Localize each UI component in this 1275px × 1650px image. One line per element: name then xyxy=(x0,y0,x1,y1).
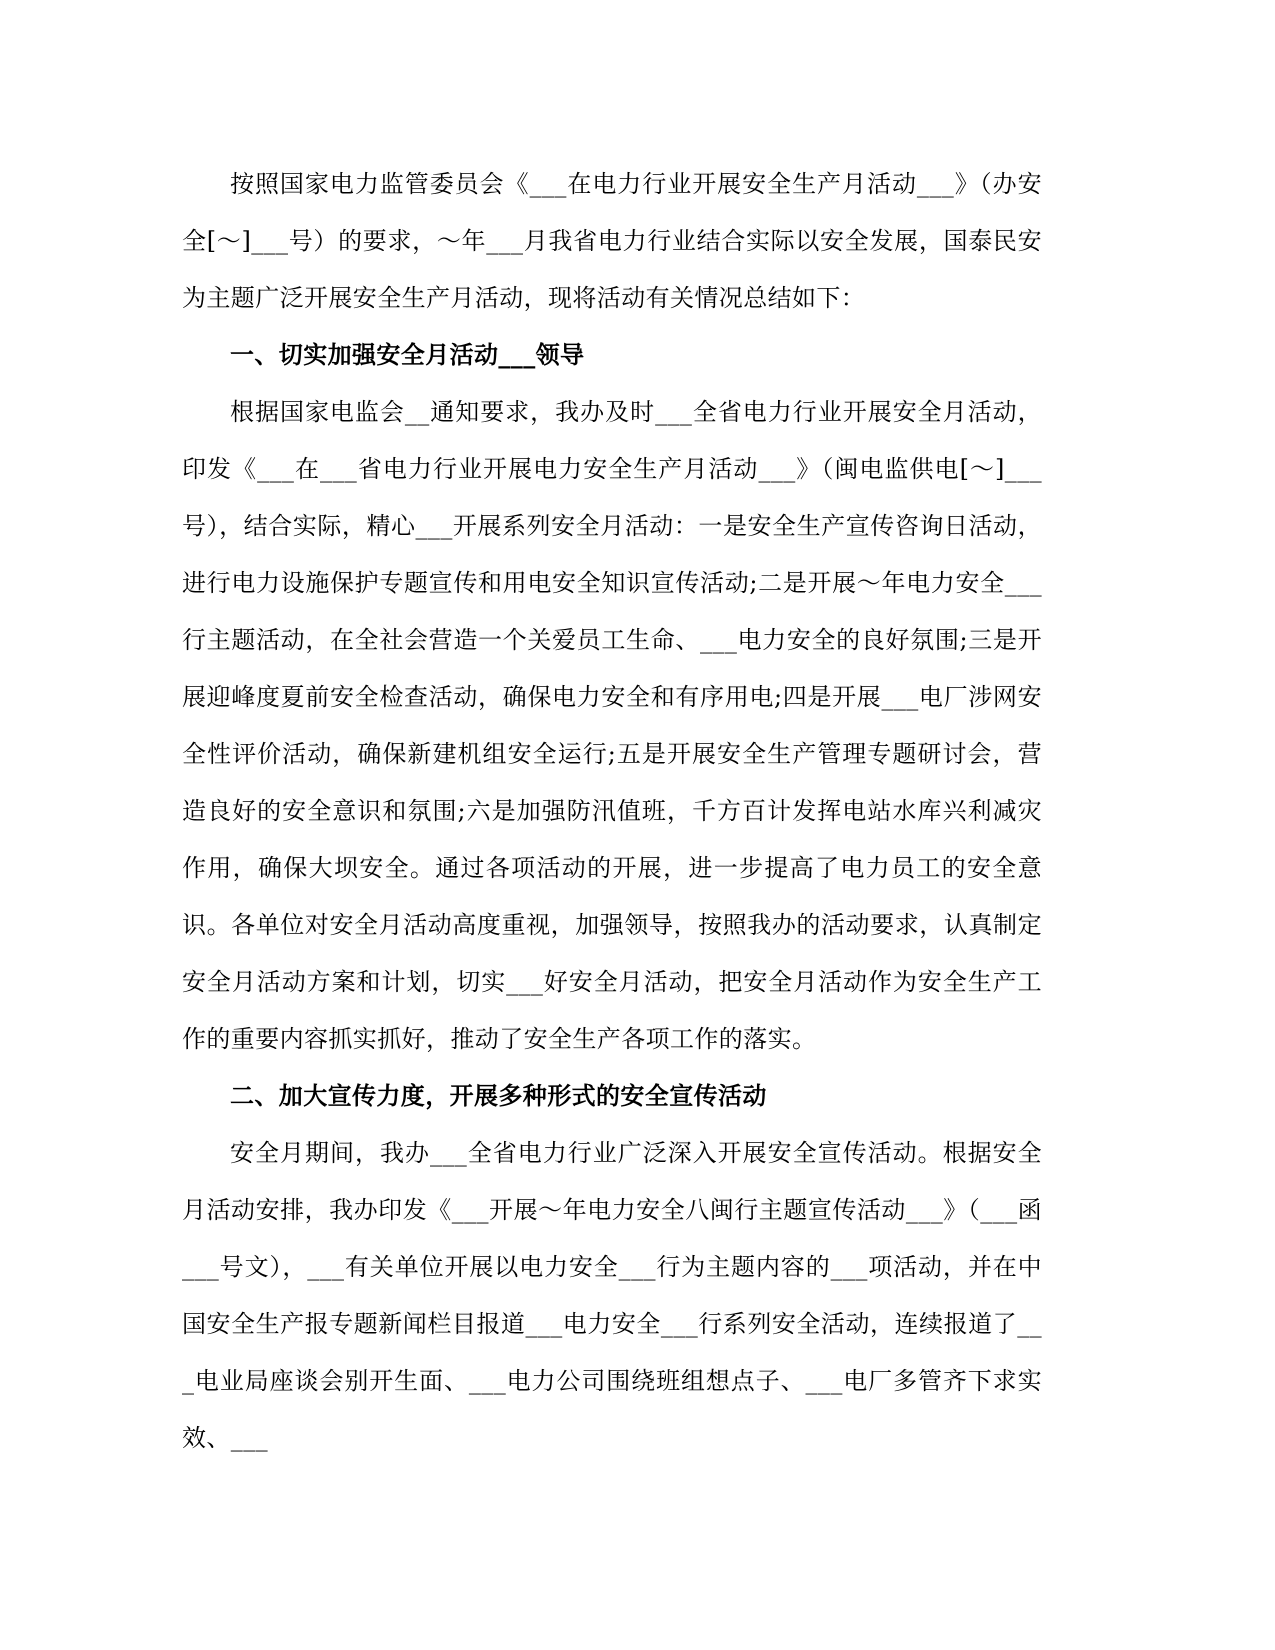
section-1-paragraph: 根据国家电监会__通知要求，我办及时___全省电力行业开展安全月活动，印发《___在___省电力行业开展电力安全生产月活动___》（闽电监供电[～]___号），结合实际，精心___开展系列安全月活动：一是安全生产宣传咨询日活动，进行电力设施保护专题宣传和用电安全知识宣传活动;二是开展～年电力安全___行主题活动，在全社会营造一个关爱员工生命、___电力安全的良好氛围;三是开展迎峰度夏前安全检查活动，确保电力安全和有序用电;四是开展___电厂涉网安全性评价活动，确保新建机组安全运行;五是开展安全生产管理专题研讨会，营造良好的安全意识和氛围;六是加强防汛值班，千方百计发挥电站水库兴利减灾作用，确保大坝安全。通过各项活动的开展，进一步提高了电力员工的安全意识。各单位对安全月活动高度重视，加强领导，按照我办的活动要求，认真制定安全月活动方案和计划，切实___好安全月活动，把安全月活动作为安全生产工作的重要内容抓实抓好，推动了安全生产各项工作的落实。 xyxy=(182,398,1042,1053)
intro-paragraph: 按照国家电力监管委员会《___在电力行业开展安全生产月活动___》（办安全[～]___号）的要求，～年___月我省电力行业结合实际以安全发展，国泰民安为主题广泛开展安全生产月活动，现将活动有关情况总结如下： xyxy=(182,170,1042,312)
section-heading-1: 一、切实加强安全月活动___领导 xyxy=(230,341,585,369)
section-2-paragraph: 安全月期间，我办___全省电力行业广泛深入开展安全宣传活动。根据安全月活动安排，我办印发《___开展～年电力安全八闽行主题宣传活动___》（___函___号文），___有关单位开展以电力安全___行为主题内容的___项活动，并在中国安全生产报专题新闻栏目报道___电力安全___行系列安全活动，连续报道了___电业局座谈会别开生面、___电力公司围绕班组想点子、___电厂多管齐下求实效、___ xyxy=(182,1139,1042,1452)
document-body xyxy=(182,156,1042,1467)
section-heading-2: 二、加大宣传力度，开展多种形式的安全宣传活动 xyxy=(230,1082,767,1110)
